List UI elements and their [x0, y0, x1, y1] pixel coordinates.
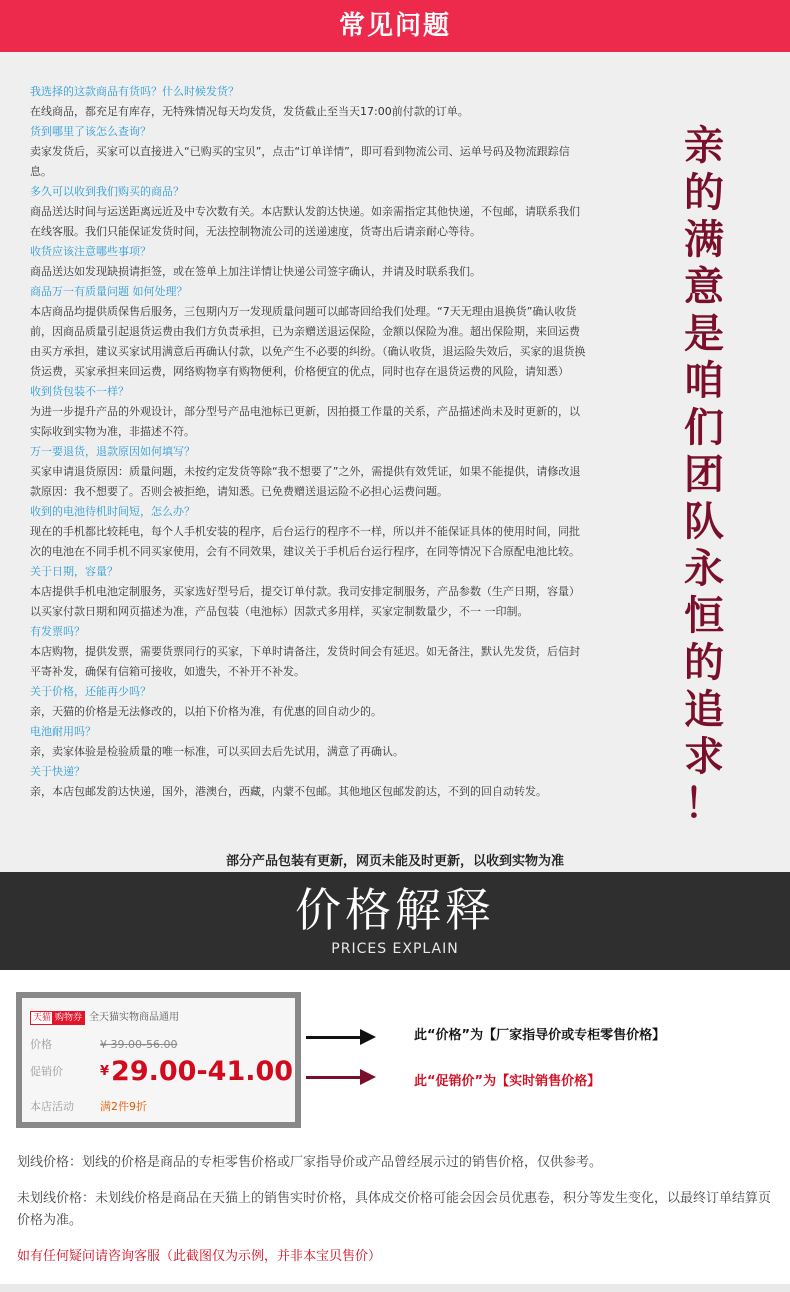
faq-list [30, 82, 590, 802]
faq-item [30, 182, 590, 242]
faq-answer: 本店提供手机电池定制服务，买家选好型号后，提交订单付款。我司安排定制服务，产品参数（生产日期，容量）以买家付款日期和网页描述为准，产品包装（电池标）因款式多用样，买家定制数量少，不一 一印制。 [30, 585, 580, 618]
coupon-row [30, 1008, 179, 1025]
faq-answer: 买家申请退货原因：质量问题，未按约定发货等除“我不想要了”之外，需提供有效凭证，如果不能提供，请修改退款原因：我不想要了。否则会被拒绝，请知悉。已免费赠送退运险不必担心运费问题。 [30, 465, 581, 498]
faq-answer: 现在的手机都比较耗电，每个人手机安装的程序，后台运行的程序不一样，所以并不能保证具体的使用时间，同批次的电池在不同手机不同买家使用，会有不同效果，建议关于手机后台运行程序，在同等情况下合原配电池比较。 [30, 525, 580, 558]
coupon-tag: 购物券 [52, 1011, 85, 1025]
promo-currency: ¥ [100, 1064, 110, 1079]
price-row [30, 1036, 177, 1052]
faq-footer-note: 部分产品包装有更新，网页未能及时更新，以收到实物为准 [225, 854, 564, 869]
faq-answer: 商品送达如发现缺损请拒签，或在签单上加注详情让快递公司签字确认，并请及时联系我们。 [30, 265, 481, 278]
faq-item [30, 622, 590, 682]
faq-answer: 卖家发货后，买家可以直接进入“已购买的宝贝”，点击“订单详情”，即可看到物流公司、运单号码及物流跟踪信息。 [30, 145, 570, 178]
promo-label: 促销价 [30, 1064, 63, 1078]
faq-item [30, 82, 590, 122]
price-label: 价格 [30, 1038, 52, 1051]
slogan-char: 的 [684, 169, 724, 216]
faq-question: 收货应该注意哪些事项？ [30, 245, 151, 258]
price-explanation: 此“价格”为【厂家指导价或专柜零售价格】 [414, 1028, 666, 1043]
slogan-char: ！ [684, 780, 724, 827]
faq-answer: 为进一步提升产品的外观设计，部分型号产品电池标已更新，因拍摄工作量的关系，产品描述尚未及时更新的，以实际收到实物为准，非描述不符。 [30, 405, 580, 438]
faq-answer: 本店购物，提供发票，需要货票同行的买家，下单时请备注，发货时间会有延迟。如无备注，默认先发货，后信封平寄补发，确保有信箱可接收，如遗失，不补开不补发。 [30, 645, 580, 678]
price-title: 价格解释 [295, 883, 495, 937]
slogan-char: 咱 [684, 357, 724, 404]
faq-answer: 亲，天猫的价格是无法修改的，以拍下价格为准，有优惠的回自动少的。 [30, 705, 382, 718]
faq-question: 电池耐用吗？ [30, 725, 96, 738]
faq-header: 常见问题 [0, 0, 790, 52]
faq-item [30, 382, 590, 442]
contact-service-note: 如有任何疑问请咨询客服（此截图仅为示例，并非本宝贝售价） [17, 1249, 382, 1264]
faq-question: 关于价格，还能再少吗？ [30, 685, 151, 698]
faq-item [30, 682, 590, 722]
slogan-char: 意 [684, 263, 724, 310]
arrow-shaft [306, 1076, 364, 1079]
faq-question: 货到哪里了该怎么查询？ [30, 125, 151, 138]
faq-item [30, 722, 590, 762]
slogan-char: 恒 [684, 592, 724, 639]
activity-label: 本店活动 [30, 1100, 74, 1113]
tmall-tag: 天猫 [30, 1011, 54, 1025]
coupon-text: 全天猫实物商品通用 [89, 1012, 180, 1023]
faq-item [30, 242, 590, 282]
strikethrough-price: ¥ 39.00-56.00 [100, 1038, 178, 1051]
faq-question: 万一要退货，退款原因如何填写？ [30, 445, 195, 458]
slogan-char: 亲 [684, 122, 724, 169]
faq-item [30, 442, 590, 502]
faq-question: 商品万一有质量问题 如何处理？ [30, 285, 188, 298]
faq-item [30, 562, 590, 622]
actual-price-note: 未划线价格：未划线价格是商品在天猫上的销售实时价格，具体成交价格可能会因会员优惠卷，积分等发生变化，以最终订单结算页价格为准。 [17, 1191, 772, 1228]
faq-question: 多久可以收到我们购买的商品？ [30, 185, 184, 198]
promo-explanation: 此“促销价”为【实时销售价格】 [414, 1074, 601, 1089]
slogan-char: 们 [684, 404, 724, 451]
faq-question: 有发票吗？ [30, 625, 85, 638]
faq-question: 收到的电池待机时间短，怎么办？ [30, 505, 195, 518]
price-banner [0, 872, 790, 970]
faq-answer: 商品送达时间与运送距离远近及中专次数有关。本店默认发韵达快递。如亲需指定其他快递，不包邮，请联系我们在线客服。我们只能保证发货时间，无法控制物流公司的送递速度，货寄出后请亲耐心等待。 [30, 205, 580, 238]
activity-value: 满2件9折 [100, 1100, 147, 1113]
faq-item [30, 502, 590, 562]
arrow-head [360, 1029, 376, 1045]
faq-question: 关于快递？ [30, 765, 85, 778]
faq-question: 关于日期，容量？ [30, 565, 118, 578]
slogan-char: 永 [684, 545, 724, 592]
faq-panel [0, 52, 790, 872]
promo-row [30, 1056, 293, 1087]
faq-item [30, 762, 590, 802]
slogan-char: 追 [684, 686, 724, 733]
faq-answer: 本店商品均提供质保售后服务，三包期内万一发现质量问题可以邮寄回给我们处理。“7天无理由退换货”确认收货前，因商品质量引起退货运费由我们方负责承担，已为亲赠送退运保险，金额以保险为准。超出保险期，来回运费由买方承担，建议买家试用满意后再确认付款，以免产生不必要的纠纷。（确认收货，退运险失效后，买家的退货换货运费，买家承担来回运费，网络购物享有购物便利，价格便宜的优点，同时也存在退货运费的风险，请知悉） [30, 305, 586, 378]
price-demo-inner [22, 998, 295, 1122]
faq-item [30, 282, 590, 382]
faq-answer: 亲，卖家体验是检验质量的唯一标准，可以买回去后先试用，满意了再确认。 [30, 745, 404, 758]
price-demo-screenshot [16, 992, 301, 1128]
faq-item [30, 122, 590, 182]
slogan-char: 的 [684, 639, 724, 686]
faq-answer: 亲，本店包邮发韵达快递，国外，港澳台，西藏，内蒙不包邮。其他地区包邮发韵达，不到的回自动转发。 [30, 785, 547, 798]
activity-row [30, 1098, 147, 1114]
slogan-char: 满 [684, 216, 724, 263]
promo-price: 29.00-41.00 [111, 1056, 294, 1087]
vertical-slogan [672, 122, 736, 827]
arrow-shaft [306, 1036, 364, 1039]
slogan-char: 是 [684, 310, 724, 357]
slogan-char: 团 [684, 451, 724, 498]
price-subtitle: PRICES EXPLAIN [331, 941, 459, 957]
slogan-char: 求 [684, 733, 724, 780]
strikethrough-price-note: 划线价格：划线的价格是商品的专柜零售价格或厂家指导价或产品曾经展示过的销售价格，仅供参考。 [17, 1155, 603, 1170]
bottom-divider [0, 1284, 790, 1292]
arrow-head [360, 1069, 376, 1085]
faq-answer: 在线商品，都充足有库存，无特殊情况每天均发货，发货截止至当天17:00前付款的订单。 [30, 105, 469, 118]
faq-question: 我选择的这款商品有货吗？什么时候发货？ [30, 85, 239, 98]
slogan-char: 队 [684, 498, 724, 545]
faq-question: 收到货包装不一样？ [30, 385, 129, 398]
